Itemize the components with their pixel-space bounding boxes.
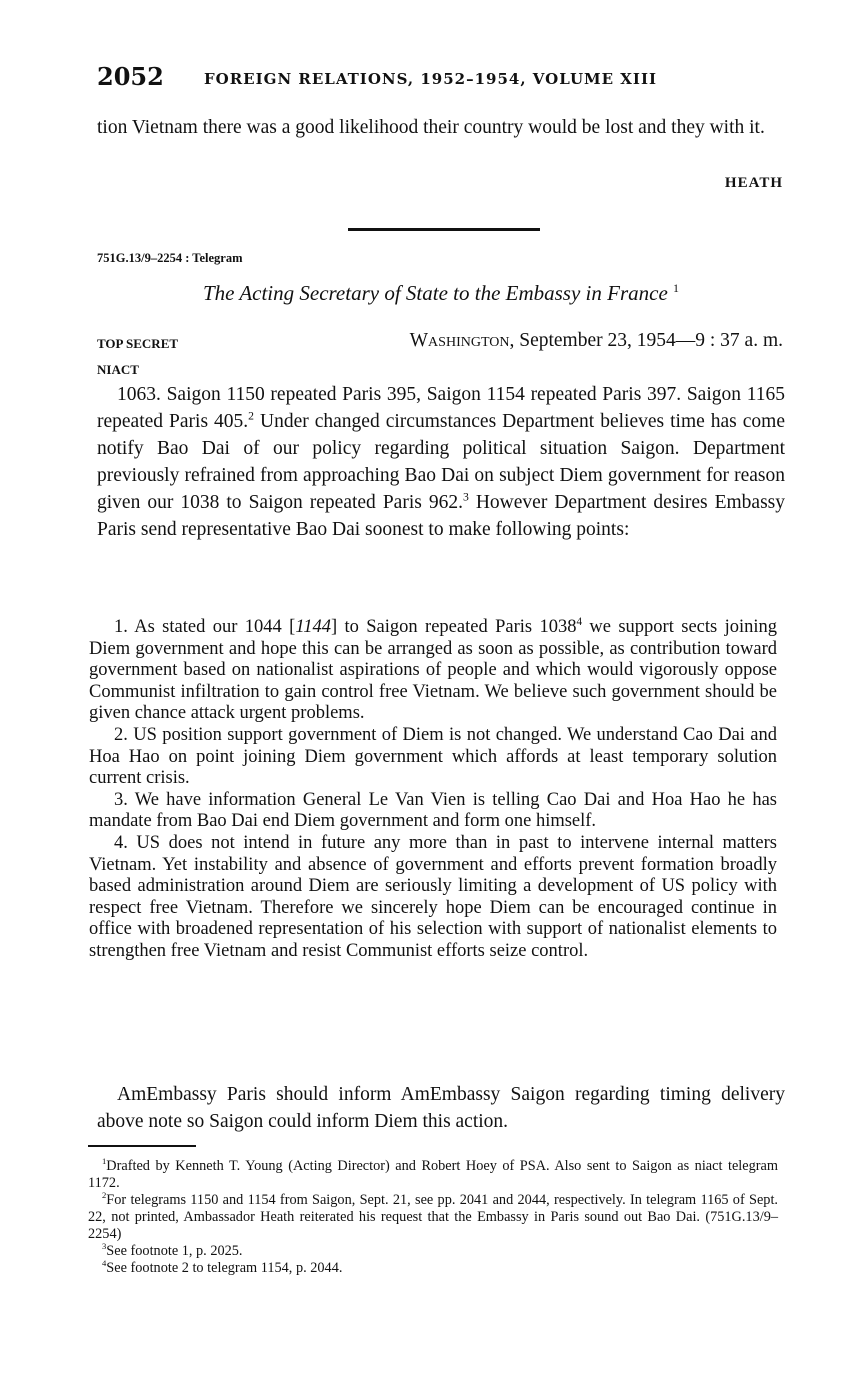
numbered-points — [89, 617, 777, 963]
footnote-3-text: See footnote 1, p. 2025. — [106, 1243, 243, 1259]
dateline-place: Washington — [409, 330, 510, 351]
signature: HEATH — [724, 175, 783, 191]
classification-block — [97, 331, 178, 383]
footnote-2-text: For telegrams 1150 and 1154 from Saigon, Sept. 21, see pp. 2041 and 2044, respectively. In telegram 1165 of Sept. 22, not printed, Ambassador Heath reiterated his request that the Embassy in Paris sound out Bao Dai. (751G.13/9–2254) — [88, 1192, 778, 1242]
final-paragraph: AmEmbassy Paris should inform AmEmbassy Saigon regarding timing delivery above note so Saigon could inform Diem this action. — [97, 1084, 785, 1132]
series-title: FOREIGN RELATIONS, 1952–1954, VOLUME XIII — [204, 70, 657, 88]
footnote-3 — [88, 1243, 778, 1260]
precedence: NIACT — [97, 362, 139, 377]
footnote-4-text: See footnote 2 to telegram 1154, p. 2044. — [106, 1260, 343, 1276]
footnote-2 — [88, 1192, 778, 1243]
running-head — [97, 60, 797, 96]
document-heading — [97, 281, 785, 306]
heading-text: The Acting Secretary of State to the Embassy in France — [202, 281, 668, 305]
main-para-part-a: 1063. Saigon 1150 repeated Paris 395, Saigon 1154 repeated Paris 397. Saigon 1165 repeated Paris 405. — [97, 384, 785, 432]
footnote-2-number: 2 — [102, 1190, 107, 1201]
telegram-main-paragraph — [97, 381, 785, 543]
footnote-4-number: 4 — [102, 1258, 107, 1269]
file-number: 751G.13/9–2254 : Telegram — [97, 251, 243, 265]
classification: TOP SECRET — [97, 336, 179, 351]
footnotes — [88, 1158, 778, 1277]
heading-footnote-ref: 1 — [673, 281, 680, 295]
footnote-ref-4: 4 — [576, 615, 583, 628]
point-1 — [89, 617, 777, 725]
footnote-3-number: 3 — [102, 1241, 107, 1252]
point-4: 4. US does not intend in future any more than in past to intervene internal matters Vietnam. Yet instability and absence of government and efforts prevent formation broadly based administration around Diem are seriously limiting a development of US policy with respect free Vietnam. Therefore we sincerely hope Diem can be encouraged continue in office with broadened representation of his selection with support of nationalist elements to strengthen free Vietnam and resist Communist efforts seize control. — [89, 832, 777, 961]
footnote-divider — [88, 1145, 196, 1147]
footnote-ref-3: 3 — [462, 490, 469, 504]
page-number: 2052 — [97, 62, 164, 91]
dateline-date: , September 23, 1954—9 : 37 a. m. — [509, 330, 783, 351]
point-1-part-a: 1. As stated our 1044 [ — [114, 617, 296, 637]
continuation-paragraph: tion Vietnam there was a good likelihood their country would be lost and they with it. — [97, 117, 765, 138]
footnote-1-number: 1 — [102, 1156, 107, 1167]
footnote-1 — [88, 1158, 778, 1192]
point-3: 3. We have information General Le Van Vien is telling Cao Dai and Hoa Hao he has mandate from Bao Dai end Diem government and form one himself. — [89, 789, 777, 832]
point-1-part-c: we support sects joining Diem government and hope this can be arranged as soon as possible, as contribution toward government based on nationalist aspirations of people and which would vigorously oppose Communist infiltration to gain control free Vietnam. We believe such government should be given chance attack urgent problems. — [89, 617, 778, 724]
section-divider — [348, 228, 540, 231]
footnote-ref-2: 2 — [248, 409, 255, 423]
point-1-part-b: ] to Saigon repeated Paris 1038 — [330, 617, 577, 637]
point-2: 2. US position support government of Diem is not changed. We understand Cao Dai and Hoa Hao on point joining Diem government which affords at least temporary solution current crisis. — [89, 724, 777, 789]
dateline — [410, 330, 783, 352]
footnote-1-text: Drafted by Kenneth T. Young (Acting Director) and Robert Hoey of PSA. Also sent to Saigon as niact telegram 1172. — [88, 1158, 778, 1191]
main-para-part-c: However Department desires Embassy Paris send representative Bao Dai soonest to make following points: — [97, 492, 785, 540]
main-para-part-b: Under changed circumstances Department believes time has come notify Bao Dai of our policy regarding political situation Saigon. Department previously refrained from approaching Bao Dai on subject Diem government for reason given our 1038 to Saigon repeated Paris 962. — [97, 411, 785, 513]
point-1-correction: 1144 — [295, 617, 331, 637]
footnote-4 — [88, 1260, 778, 1277]
